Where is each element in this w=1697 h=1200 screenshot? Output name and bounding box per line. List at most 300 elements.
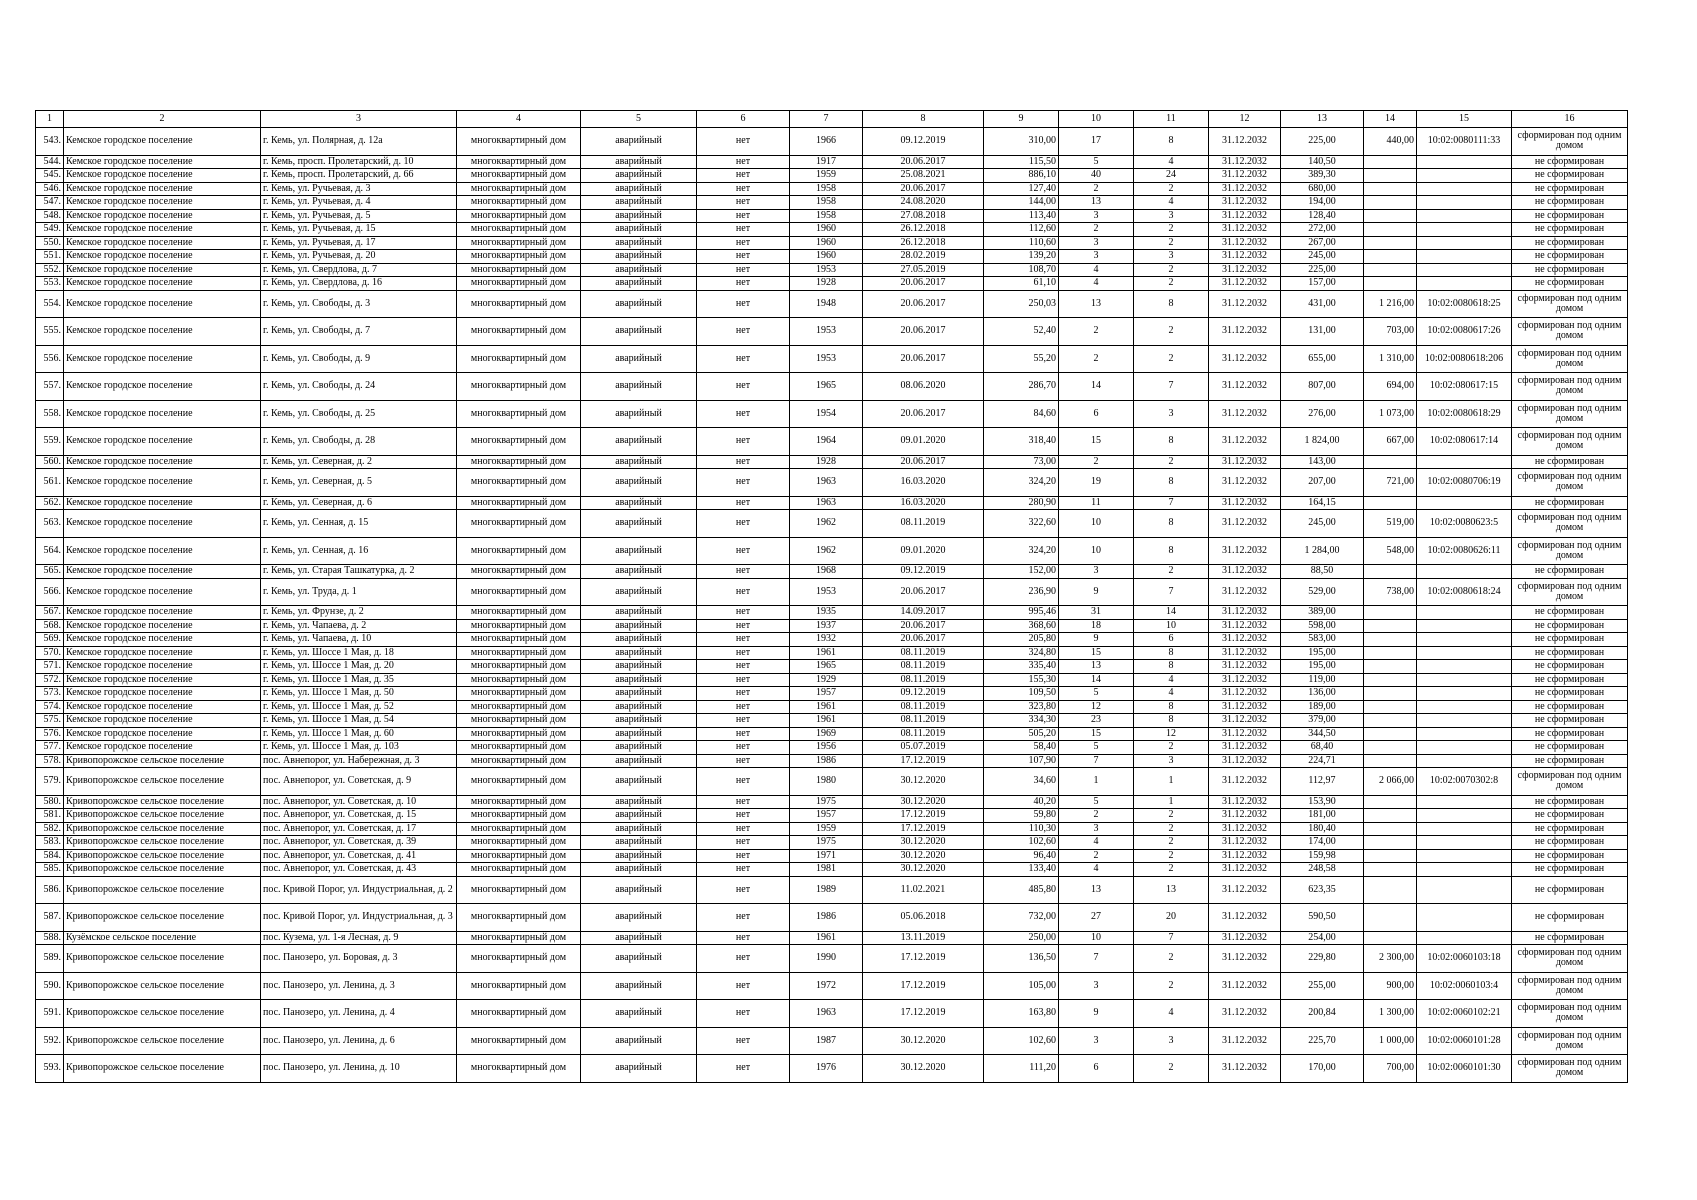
cell-decision-date: 09.12.2019 [863,565,984,579]
cell-condition: аварийный [581,345,697,373]
cell-address: г. Кемь, ул. Чапаева, д. 10 [261,633,457,647]
cell-cadastral-number: 10:02:0080618:206 [1417,345,1512,373]
cell-row-number: 549. [36,223,64,237]
cell-land-area [1364,182,1417,196]
cell-apartments: 2 [1134,972,1209,1000]
cell-row-number: 579. [36,768,64,796]
cell-address: пос. Авнепорог, ул. Советская, д. 9 [261,768,457,796]
cell-land-area [1364,795,1417,809]
cell-flag: нет [697,863,790,877]
cell-flag: нет [697,169,790,183]
cell-cadastral-number [1417,250,1512,264]
cell-flag: нет [697,822,790,836]
cell-residents: 3 [1059,250,1134,264]
cell-address: г. Кемь, ул. Труда, д. 1 [261,578,457,606]
cell-cadastral-number: 10:02:0080617:26 [1417,318,1512,346]
cell-building-type: многоквартирный дом [457,345,581,373]
cell-row-number: 578. [36,754,64,768]
cell-land-area: 700,00 [1364,1055,1417,1083]
cell-row-number: 586. [36,876,64,904]
cell-building-type: многоквартирный дом [457,741,581,755]
cell-flag: нет [697,263,790,277]
cell-year-built: 1963 [790,1000,863,1028]
column-header: 14 [1364,111,1417,128]
cell-decision-date: 27.05.2019 [863,263,984,277]
cell-land-status: не сформирован [1512,822,1628,836]
cell-residents: 15 [1059,646,1134,660]
cell-year-built: 1964 [790,428,863,456]
cell-year-built: 1980 [790,768,863,796]
table-row [36,619,1628,633]
cell-row-number: 561. [36,469,64,497]
cell-settlement: Кривопорожское сельское поселение [64,904,261,932]
cell-row-number: 558. [36,400,64,428]
table-row [36,277,1628,291]
cell-row-number: 551. [36,250,64,264]
cell-area: 324,20 [984,537,1059,565]
cell-year-built: 1932 [790,633,863,647]
cell-settlement: Кривопорожское сельское поселение [64,849,261,863]
cell-residents: 19 [1059,469,1134,497]
cell-building-type: многоквартирный дом [457,673,581,687]
cell-land-area [1364,687,1417,701]
cell-land-status: не сформирован [1512,714,1628,728]
cell-area: 61,10 [984,277,1059,291]
cell-cadastral-number [1417,795,1512,809]
cell-cost: 140,50 [1281,155,1364,169]
cell-settlement: Кемское городское поселение [64,496,261,510]
cell-resettlement-date: 31.12.2032 [1209,945,1281,973]
cell-settlement: Кемское городское поселение [64,714,261,728]
cell-resettlement-date: 31.12.2032 [1209,469,1281,497]
cell-resettlement-date: 31.12.2032 [1209,510,1281,538]
cell-apartments: 20 [1134,904,1209,932]
column-header: 4 [457,111,581,128]
cell-building-type: многоквартирный дом [457,876,581,904]
cell-apartments: 3 [1134,1027,1209,1055]
cell-cost: 159,98 [1281,849,1364,863]
cell-condition: аварийный [581,565,697,579]
cell-area: 310,00 [984,128,1059,156]
cell-land-area [1364,809,1417,823]
cell-apartments: 1 [1134,768,1209,796]
cell-building-type: многоквартирный дом [457,660,581,674]
cell-condition: аварийный [581,1027,697,1055]
cell-apartments: 8 [1134,700,1209,714]
cell-address: пос. Авнепорог, ул. Советская, д. 43 [261,863,457,877]
cell-apartments: 2 [1134,863,1209,877]
table-row [36,455,1628,469]
cell-area: 108,70 [984,263,1059,277]
cell-cadastral-number [1417,809,1512,823]
cell-area: 485,80 [984,876,1059,904]
cell-flag: нет [697,537,790,565]
cell-land-status: сформирован под одним домом [1512,345,1628,373]
cell-land-status: не сформирован [1512,169,1628,183]
cell-building-type: многоквартирный дом [457,646,581,660]
cell-year-built: 1981 [790,863,863,877]
cell-cost: 88,50 [1281,565,1364,579]
cell-building-type: многоквартирный дом [457,578,581,606]
cell-residents: 5 [1059,687,1134,701]
cell-condition: аварийный [581,945,697,973]
cell-condition: аварийный [581,250,697,264]
cell-decision-date: 13.11.2019 [863,931,984,945]
cell-land-status: сформирован под одним домом [1512,768,1628,796]
column-header: 13 [1281,111,1364,128]
cell-residents: 17 [1059,128,1134,156]
cell-area: 250,00 [984,931,1059,945]
cell-condition: аварийный [581,263,697,277]
cell-address: г. Кемь, ул. Полярная, д. 12а [261,128,457,156]
cell-land-area [1364,876,1417,904]
cell-area: 40,20 [984,795,1059,809]
cell-address: пос. Авнепорог, ул. Советская, д. 15 [261,809,457,823]
cell-flag: нет [697,876,790,904]
cell-land-status: не сформирован [1512,836,1628,850]
column-header: 9 [984,111,1059,128]
cell-area: 136,50 [984,945,1059,973]
cell-decision-date: 20.06.2017 [863,182,984,196]
cell-land-status: не сформирован [1512,236,1628,250]
cell-apartments: 2 [1134,849,1209,863]
cell-cadastral-number: 10:02:0080623:5 [1417,510,1512,538]
cell-decision-date: 05.07.2019 [863,741,984,755]
cell-settlement: Кемское городское поселение [64,646,261,660]
cell-year-built: 1960 [790,236,863,250]
cell-year-built: 1989 [790,876,863,904]
cell-cadastral-number: 10:02:0060103:18 [1417,945,1512,973]
cell-year-built: 1962 [790,510,863,538]
cell-cost: 112,97 [1281,768,1364,796]
table-row [36,223,1628,237]
cell-address: г. Кемь, ул. Сенная, д. 15 [261,510,457,538]
cell-decision-date: 08.11.2019 [863,660,984,674]
cell-year-built: 1917 [790,155,863,169]
cell-building-type: многоквартирный дом [457,687,581,701]
cell-settlement: Кривопорожское сельское поселение [64,876,261,904]
cell-decision-date: 28.02.2019 [863,250,984,264]
cell-condition: аварийный [581,619,697,633]
cell-cost: 431,00 [1281,290,1364,318]
cell-area: 52,40 [984,318,1059,346]
cell-row-number: 592. [36,1027,64,1055]
cell-cadastral-number [1417,633,1512,647]
cell-cost: 379,00 [1281,714,1364,728]
cell-land-area: 548,00 [1364,537,1417,565]
cell-apartments: 3 [1134,400,1209,428]
cell-apartments: 8 [1134,469,1209,497]
cell-row-number: 582. [36,822,64,836]
cell-area: 205,80 [984,633,1059,647]
cell-flag: нет [697,972,790,1000]
cell-area: 335,40 [984,660,1059,674]
cell-year-built: 1957 [790,809,863,823]
cell-settlement: Кемское городское поселение [64,236,261,250]
column-header: 10 [1059,111,1134,128]
cell-decision-date: 20.06.2017 [863,633,984,647]
cell-row-number: 575. [36,714,64,728]
cell-residents: 3 [1059,565,1134,579]
cell-condition: аварийный [581,223,697,237]
cell-land-area [1364,822,1417,836]
table-row [36,263,1628,277]
cell-building-type: многоквартирный дом [457,754,581,768]
cell-address: г. Кемь, ул. Свободы, д. 7 [261,318,457,346]
cell-area: 113,40 [984,209,1059,223]
cell-row-number: 555. [36,318,64,346]
cell-apartments: 4 [1134,155,1209,169]
cell-building-type: многоквартирный дом [457,128,581,156]
table-row [36,496,1628,510]
cell-residents: 13 [1059,196,1134,210]
cell-flag: нет [697,250,790,264]
cell-land-area: 1 300,00 [1364,1000,1417,1028]
table-row [36,863,1628,877]
cell-land-status: не сформирован [1512,455,1628,469]
cell-address: г. Кемь, просп. Пролетарский, д. 66 [261,169,457,183]
cell-resettlement-date: 31.12.2032 [1209,182,1281,196]
table-row [36,209,1628,223]
column-header: 1 [36,111,64,128]
cell-residents: 2 [1059,182,1134,196]
cell-land-status: не сформирован [1512,660,1628,674]
cell-year-built: 1961 [790,646,863,660]
cell-condition: аварийный [581,727,697,741]
cell-area: 127,40 [984,182,1059,196]
cell-year-built: 1953 [790,578,863,606]
cell-land-status: не сформирован [1512,223,1628,237]
cell-apartments: 7 [1134,373,1209,401]
cell-decision-date: 20.06.2017 [863,345,984,373]
cell-resettlement-date: 31.12.2032 [1209,849,1281,863]
cell-residents: 9 [1059,1000,1134,1028]
cell-cadastral-number [1417,863,1512,877]
cell-land-status: сформирован под одним домом [1512,537,1628,565]
cell-cadastral-number [1417,727,1512,741]
cell-building-type: многоквартирный дом [457,290,581,318]
cell-land-area: 738,00 [1364,578,1417,606]
cell-cost: 68,40 [1281,741,1364,755]
cell-building-type: многоквартирный дом [457,263,581,277]
cell-row-number: 583. [36,836,64,850]
cell-building-type: многоквартирный дом [457,196,581,210]
cell-address: пос. Панозеро, ул. Ленина, д. 6 [261,1027,457,1055]
cell-decision-date: 17.12.2019 [863,972,984,1000]
cell-land-status: не сформирован [1512,155,1628,169]
cell-area: 322,60 [984,510,1059,538]
cell-settlement: Кемское городское поселение [64,673,261,687]
cell-resettlement-date: 31.12.2032 [1209,836,1281,850]
cell-land-area [1364,196,1417,210]
cell-cadastral-number [1417,223,1512,237]
cell-apartments: 1 [1134,795,1209,809]
cell-flag: нет [697,578,790,606]
cell-address: пос. Панозеро, ул. Боровая, д. 3 [261,945,457,973]
cell-condition: аварийный [581,182,697,196]
cell-land-area: 2 300,00 [1364,945,1417,973]
table-row [36,428,1628,456]
cell-cadastral-number [1417,196,1512,210]
cell-land-status: сформирован под одним домом [1512,128,1628,156]
cell-resettlement-date: 31.12.2032 [1209,741,1281,755]
cell-address: пос. Кузема, ул. 1-я Лесная, д. 9 [261,931,457,945]
cell-land-area [1364,673,1417,687]
cell-building-type: многоквартирный дом [457,1055,581,1083]
cell-resettlement-date: 31.12.2032 [1209,1055,1281,1083]
cell-address: пос. Панозеро, ул. Ленина, д. 10 [261,1055,457,1083]
cell-land-status: сформирован под одним домом [1512,469,1628,497]
cell-cost: 136,00 [1281,687,1364,701]
cell-cadastral-number [1417,606,1512,620]
cell-residents: 7 [1059,945,1134,973]
cell-decision-date: 26.12.2018 [863,236,984,250]
cell-cadastral-number [1417,209,1512,223]
cell-decision-date: 26.12.2018 [863,223,984,237]
cell-resettlement-date: 31.12.2032 [1209,619,1281,633]
cell-year-built: 1968 [790,565,863,579]
cell-residents: 5 [1059,741,1134,755]
cell-land-area [1364,236,1417,250]
cell-resettlement-date: 31.12.2032 [1209,236,1281,250]
cell-cadastral-number [1417,741,1512,755]
cell-row-number: 581. [36,809,64,823]
cell-row-number: 557. [36,373,64,401]
cell-building-type: многоквартирный дом [457,209,581,223]
cell-address: г. Кемь, ул. Фрунзе, д. 2 [261,606,457,620]
cell-row-number: 545. [36,169,64,183]
cell-residents: 15 [1059,428,1134,456]
cell-year-built: 1957 [790,687,863,701]
cell-cadastral-number [1417,754,1512,768]
cell-apartments: 2 [1134,223,1209,237]
cell-cost: 1 824,00 [1281,428,1364,456]
cell-area: 368,60 [984,619,1059,633]
table-row [36,1000,1628,1028]
cell-land-area: 694,00 [1364,373,1417,401]
cell-residents: 10 [1059,931,1134,945]
cell-apartments: 3 [1134,250,1209,264]
cell-condition: аварийный [581,876,697,904]
cell-condition: аварийный [581,714,697,728]
cell-cost: 225,70 [1281,1027,1364,1055]
cell-decision-date: 20.06.2017 [863,400,984,428]
cell-building-type: многоквартирный дом [457,809,581,823]
cell-row-number: 568. [36,619,64,633]
cell-resettlement-date: 31.12.2032 [1209,687,1281,701]
cell-settlement: Кемское городское поселение [64,687,261,701]
cell-row-number: 564. [36,537,64,565]
cell-condition: аварийный [581,496,697,510]
cell-apartments: 2 [1134,318,1209,346]
cell-land-area [1364,277,1417,291]
cell-cadastral-number [1417,646,1512,660]
cell-cost: 248,58 [1281,863,1364,877]
cell-resettlement-date: 31.12.2032 [1209,345,1281,373]
cell-area: 144,00 [984,196,1059,210]
cell-settlement: Кемское городское поселение [64,345,261,373]
cell-decision-date: 09.01.2020 [863,537,984,565]
cell-decision-date: 25.08.2021 [863,169,984,183]
cell-year-built: 1948 [790,290,863,318]
cell-address: г. Кемь, ул. Шоссе 1 Мая, д. 50 [261,687,457,701]
cell-residents: 3 [1059,972,1134,1000]
cell-area: 115,50 [984,155,1059,169]
cell-land-area [1364,660,1417,674]
table-row [36,469,1628,497]
cell-land-status: не сформирован [1512,182,1628,196]
cell-apartments: 7 [1134,931,1209,945]
cell-apartments: 2 [1134,345,1209,373]
table-row [36,768,1628,796]
cell-resettlement-date: 31.12.2032 [1209,1000,1281,1028]
cell-address: г. Кемь, ул. Ручьевая, д. 20 [261,250,457,264]
cell-residents: 6 [1059,400,1134,428]
cell-residents: 13 [1059,660,1134,674]
cell-cost: 344,50 [1281,727,1364,741]
cell-residents: 9 [1059,578,1134,606]
cell-residents: 5 [1059,155,1134,169]
cell-area: 318,40 [984,428,1059,456]
cell-land-area: 667,00 [1364,428,1417,456]
cell-condition: аварийный [581,373,697,401]
cell-land-status: не сформирован [1512,876,1628,904]
cell-residents: 14 [1059,373,1134,401]
cell-land-area [1364,606,1417,620]
cell-area: 34,60 [984,768,1059,796]
cell-decision-date: 16.03.2020 [863,469,984,497]
table-row [36,660,1628,674]
cell-cadastral-number [1417,660,1512,674]
cell-address: пос. Авнепорог, ул. Советская, д. 17 [261,822,457,836]
cell-settlement: Кемское городское поселение [64,290,261,318]
cell-condition: аварийный [581,646,697,660]
cell-building-type: многоквартирный дом [457,633,581,647]
cell-building-type: многоквартирный дом [457,250,581,264]
cell-land-area [1364,263,1417,277]
table-row [36,182,1628,196]
cell-land-area: 2 066,00 [1364,768,1417,796]
cell-row-number: 548. [36,209,64,223]
cell-year-built: 1953 [790,263,863,277]
cell-cadastral-number [1417,673,1512,687]
cell-building-type: многоквартирный дом [457,700,581,714]
cell-land-area: 519,00 [1364,510,1417,538]
cell-address: пос. Авнепорог, ул. Советская, д. 41 [261,849,457,863]
cell-land-status: не сформирован [1512,277,1628,291]
cell-year-built: 1958 [790,209,863,223]
cell-decision-date: 30.12.2020 [863,836,984,850]
cell-building-type: многоквартирный дом [457,428,581,456]
cell-building-type: многоквартирный дом [457,945,581,973]
cell-cost: 128,40 [1281,209,1364,223]
cell-year-built: 1929 [790,673,863,687]
cell-decision-date: 16.03.2020 [863,496,984,510]
cell-resettlement-date: 31.12.2032 [1209,428,1281,456]
cell-flag: нет [697,428,790,456]
cell-building-type: многоквартирный дом [457,373,581,401]
cell-resettlement-date: 31.12.2032 [1209,537,1281,565]
cell-decision-date: 08.11.2019 [863,727,984,741]
cell-decision-date: 30.12.2020 [863,1055,984,1083]
table-row [36,849,1628,863]
cell-address: г. Кемь, ул. Чапаева, д. 2 [261,619,457,633]
cell-row-number: 546. [36,182,64,196]
column-header: 15 [1417,111,1512,128]
cell-area: 236,90 [984,578,1059,606]
cell-residents: 4 [1059,836,1134,850]
table-row [36,795,1628,809]
